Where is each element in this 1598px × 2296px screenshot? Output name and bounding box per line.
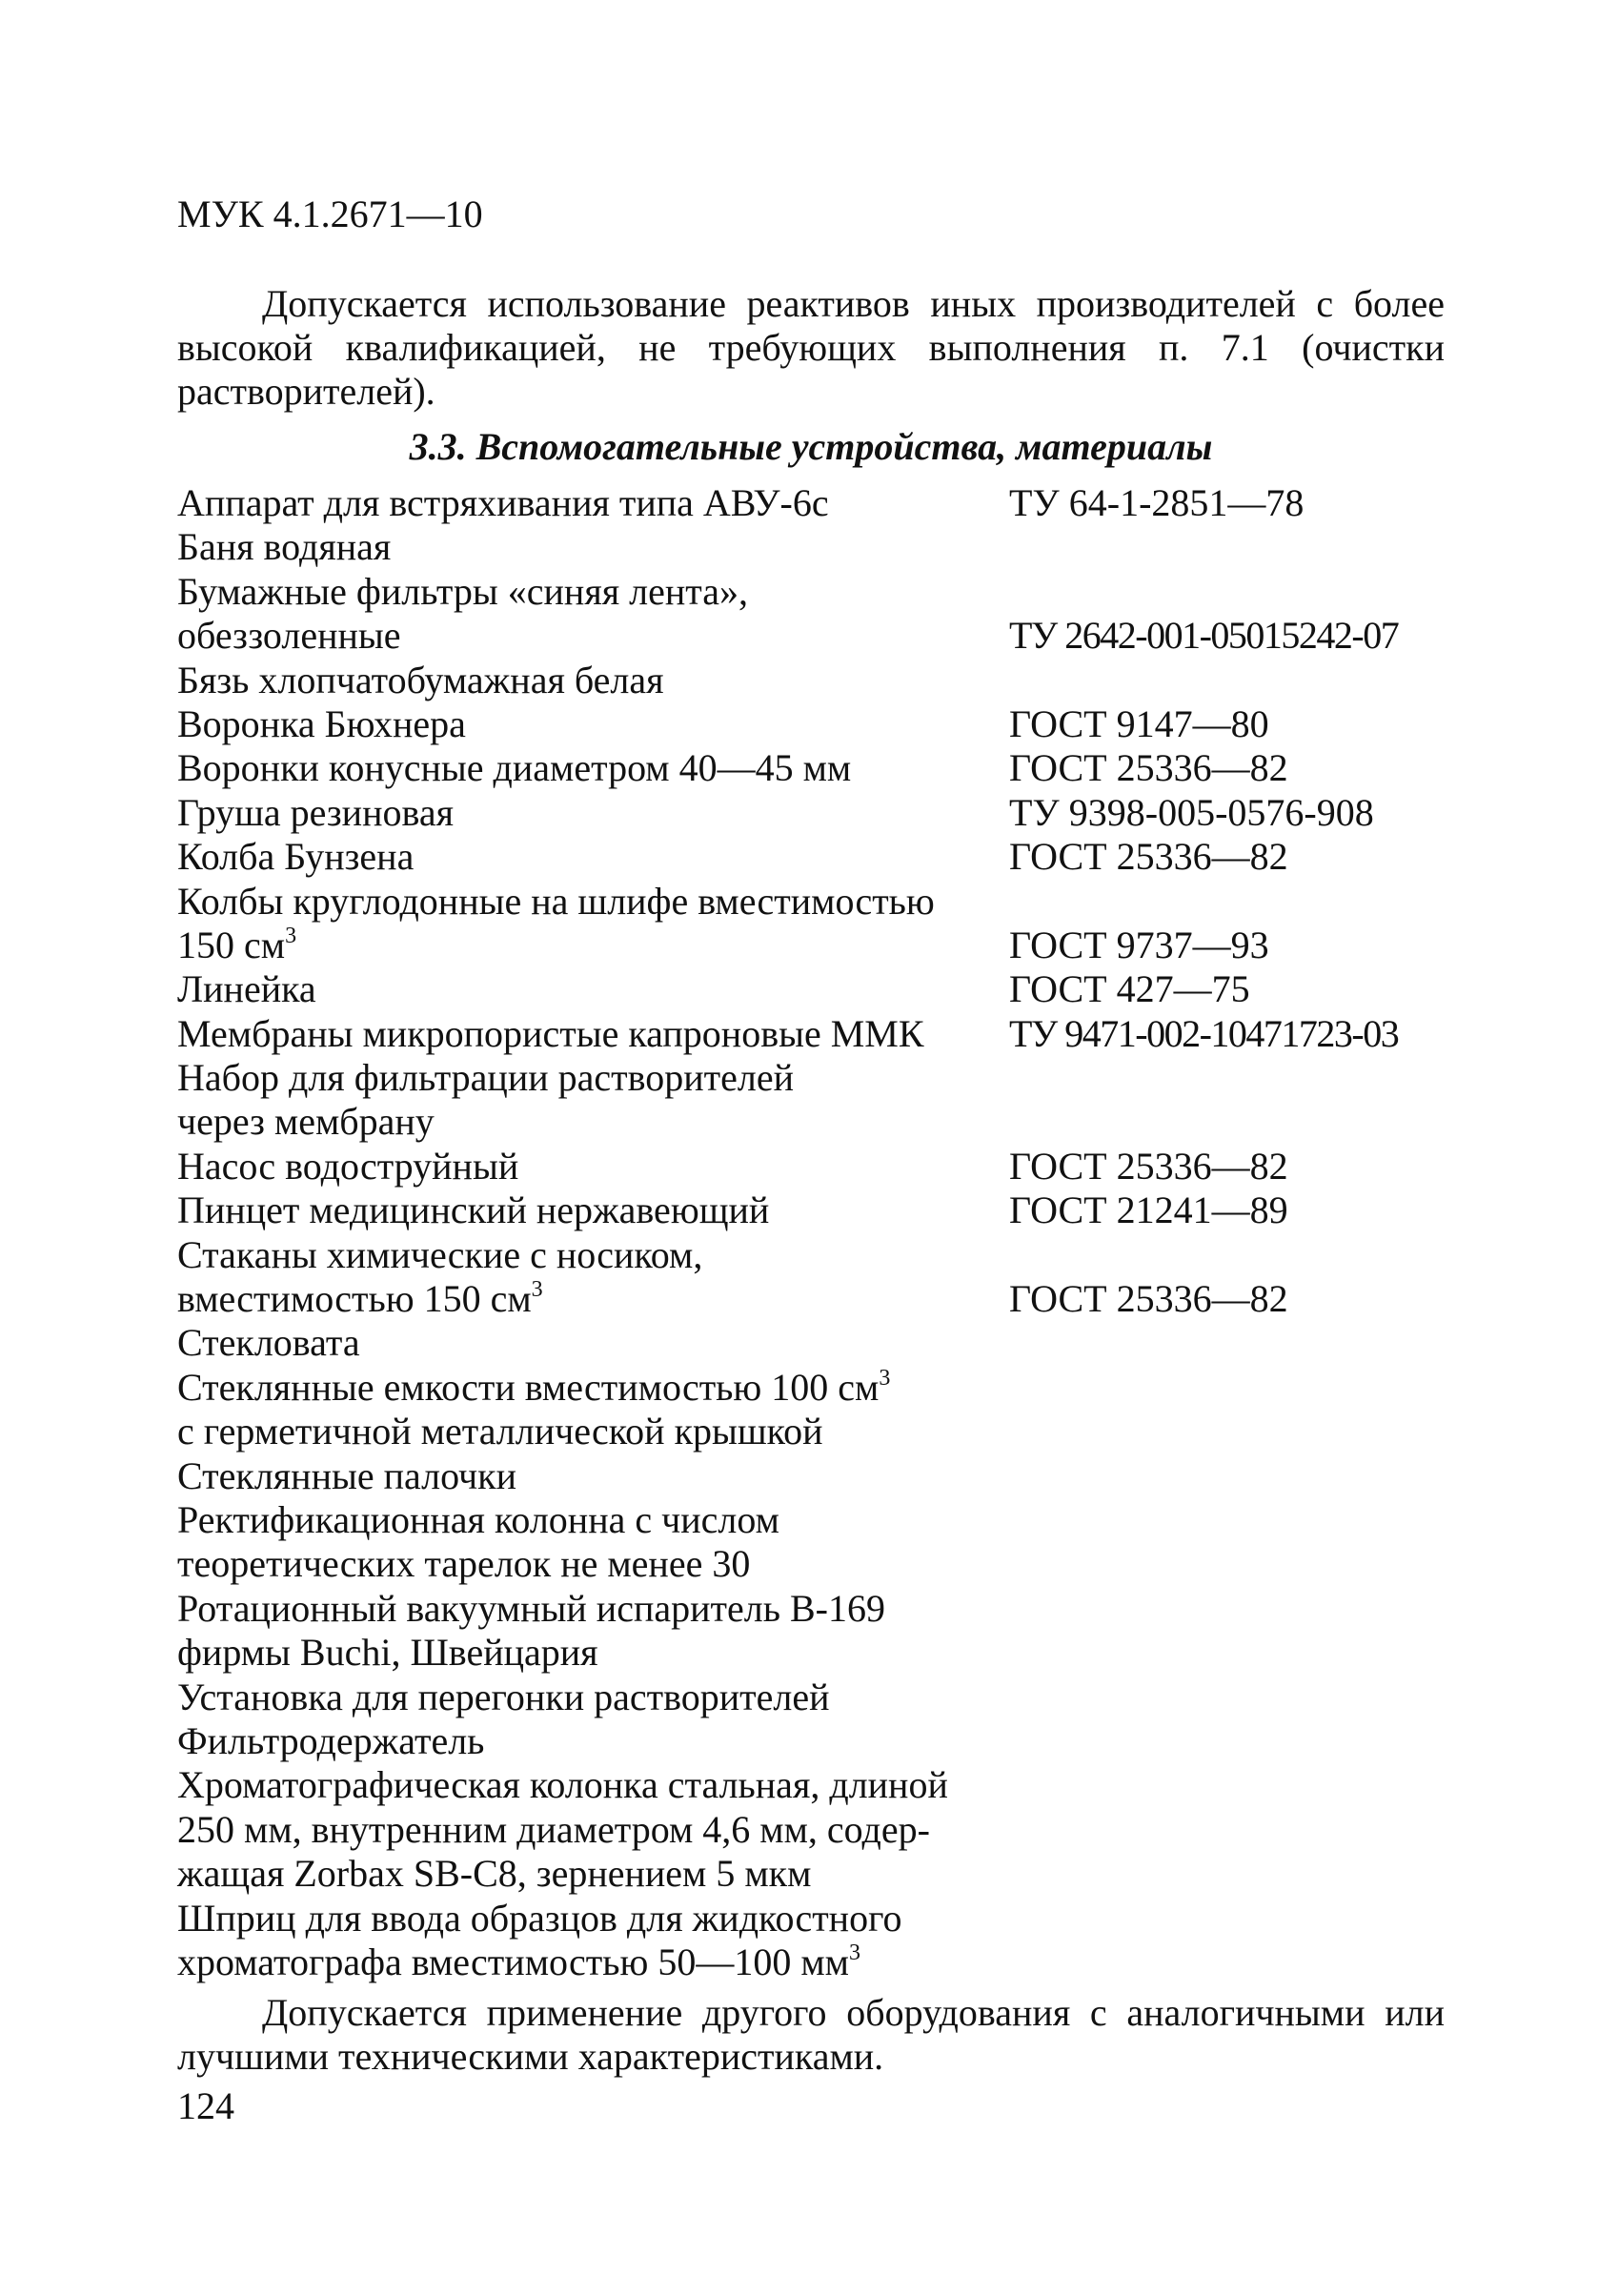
- equipment-line: [177, 1100, 1445, 1144]
- superscript: 3: [879, 1365, 891, 1391]
- equipment-item-label: Ректификационная колонна с числом: [177, 1497, 779, 1541]
- equipment-line: [177, 1454, 1445, 1498]
- standard-reference: ГОСТ 25336—82: [1009, 746, 1288, 790]
- equipment-item-label: через мембрану: [177, 1100, 435, 1144]
- equipment-item-text: [177, 1145, 518, 1189]
- equipment-item-text: [177, 1676, 830, 1719]
- equipment-line: [177, 967, 1445, 1011]
- equipment-item-text: [177, 1233, 702, 1277]
- equipment-item-label: Набор для фильтрации растворителей: [177, 1056, 795, 1100]
- equipment-item-label: Бязь хлопчатобумажная белая: [177, 658, 664, 701]
- equipment-line: [177, 659, 1445, 702]
- equipment-line: [177, 1587, 1445, 1631]
- equipment-item-label: Стекловата: [177, 1321, 360, 1365]
- equipment-item-text: [177, 1940, 860, 1984]
- standard-reference: ГОСТ 21241—89: [1009, 1189, 1288, 1232]
- equipment-item-text: [177, 1897, 902, 1940]
- equipment-item-text: [177, 835, 414, 879]
- equipment-item-text: [177, 880, 935, 924]
- superscript: 3: [531, 1277, 543, 1303]
- equipment-item-label: Насос водоструйный: [177, 1144, 519, 1188]
- intro-paragraph: Допускается использование реактивов иных производителей с более высокой квалификацией, не требующих выполнения п. 7.1 (очистки растворителей).: [177, 282, 1445, 413]
- equipment-item-label: Пинцет медицинский нержавеющий: [177, 1189, 770, 1232]
- equipment-line: [177, 1498, 1445, 1542]
- equipment-item-label: Баня водяная: [177, 525, 392, 569]
- equipment-line: [177, 1410, 1445, 1453]
- equipment-item-text: [177, 1366, 890, 1410]
- standard-reference: ТУ 9471-002-10471723-03: [1009, 1011, 1399, 1055]
- equipment-item-text: [177, 1277, 543, 1321]
- equipment-line: [177, 1852, 1445, 1896]
- equipment-item-label: Воронка Бюхнера: [177, 701, 466, 745]
- equipment-item-label: Линейка: [177, 967, 316, 1011]
- equipment-item-text: [177, 1056, 794, 1100]
- equipment-item-text: [177, 1100, 435, 1144]
- equipment-line: [177, 791, 1445, 835]
- equipment-item-text: [177, 1542, 750, 1586]
- equipment-list: [177, 481, 1445, 1984]
- equipment-line: [177, 1808, 1445, 1852]
- equipment-item-label: Стаканы химические с носиком,: [177, 1232, 703, 1276]
- equipment-item-label: 250 мм, внутренним диаметром 4,6 мм, содер-: [177, 1807, 930, 1851]
- equipment-item-label: Аппарат для встряхивания типа АВУ-6с: [177, 481, 829, 524]
- equipment-item-text: [177, 1763, 948, 1807]
- superscript: 3: [285, 923, 297, 948]
- equipment-item-text: [177, 1631, 598, 1675]
- equipment-line: [177, 570, 1445, 614]
- equipment-item-text: [177, 1808, 930, 1852]
- equipment-line: [177, 835, 1445, 879]
- equipment-item-label: Хроматографическая колонка стальная, длиной: [177, 1763, 948, 1807]
- equipment-line: [177, 1277, 1445, 1321]
- equipment-line: [177, 481, 1445, 525]
- standard-reference: ГОСТ 25336—82: [1009, 1144, 1288, 1188]
- equipment-line: [177, 702, 1445, 746]
- equipment-item-label: Колбы круглодонные на шлифе вместимостью: [177, 879, 935, 923]
- equipment-item-label: жащая Zorbax SB-C8, зернением 5 мкм: [177, 1852, 812, 1896]
- standard-reference: ГОСТ 25336—82: [1009, 835, 1288, 879]
- equipment-item-text: [177, 570, 748, 614]
- equipment-item-text: [177, 924, 296, 967]
- equipment-line: [177, 614, 1445, 658]
- equipment-item-text: [177, 614, 401, 658]
- equipment-item-label: обеззоленные: [177, 614, 401, 658]
- equipment-item-text: [177, 525, 391, 569]
- equipment-line: [177, 525, 1445, 569]
- equipment-line: [177, 880, 1445, 924]
- equipment-item-label: Колба Бунзена: [177, 835, 415, 879]
- equipment-item-text: [177, 1189, 769, 1232]
- equipment-item-text: [177, 1719, 484, 1763]
- equipment-line: [177, 1012, 1445, 1056]
- equipment-line: [177, 924, 1445, 967]
- equipment-item-text: [177, 967, 316, 1011]
- standard-reference: ТУ 64-1-2851—78: [1009, 481, 1305, 524]
- equipment-item-text: [177, 659, 664, 702]
- equipment-item-label: теоретических тарелок не менее 30: [177, 1542, 751, 1586]
- equipment-line: [177, 1897, 1445, 1940]
- standard-reference: ТУ 2642-001-05015242-07: [1009, 614, 1399, 658]
- equipment-item-text: [177, 791, 454, 835]
- equipment-line: [177, 1631, 1445, 1675]
- equipment-line: [177, 1940, 1445, 1984]
- standard-reference: ГОСТ 427—75: [1009, 967, 1250, 1011]
- equipment-item-text: [177, 746, 851, 790]
- equipment-item-label: с герметичной металлической крышкой: [177, 1410, 823, 1453]
- equipment-item-text: [177, 1852, 811, 1896]
- equipment-item-label: Стеклянные палочки: [177, 1453, 517, 1497]
- equipment-item-label: Груша резиновая: [177, 790, 454, 834]
- equipment-item-text: [177, 1321, 360, 1365]
- equipment-item-label: Стеклянные емкости вместимостью 100 см: [177, 1365, 880, 1409]
- standard-reference: ГОСТ 9737—93: [1009, 923, 1269, 966]
- equipment-item-label: Воронки конусные диаметром 40—45 мм: [177, 746, 852, 790]
- equipment-item-label: Бумажные фильтры «синяя лента»,: [177, 569, 748, 613]
- equipment-line: [177, 1321, 1445, 1365]
- equipment-line: [177, 1719, 1445, 1763]
- equipment-item-label: Ротационный вакуумный испаритель В-169: [177, 1586, 885, 1630]
- standard-reference: ГОСТ 25336—82: [1009, 1277, 1288, 1321]
- equipment-item-label: Установка для перегонки растворителей: [177, 1675, 830, 1718]
- section-title: 3.3. Вспомогательные устройства, материалы: [409, 425, 1213, 468]
- equipment-item-label: фирмы Buchi, Швейцария: [177, 1631, 598, 1675]
- equipment-item-text: [177, 1012, 924, 1056]
- equipment-line: [177, 1763, 1445, 1807]
- page-number: 124: [177, 2084, 234, 2127]
- equipment-item-text: [177, 1587, 885, 1631]
- equipment-line: [177, 1189, 1445, 1232]
- equipment-item-text: [177, 481, 829, 525]
- equipment-item-label: Фильтродержатель: [177, 1718, 485, 1762]
- equipment-item-label: хроматографа вместимостью 50—100 мм: [177, 1940, 849, 1983]
- equipment-line: [177, 1366, 1445, 1410]
- equipment-item-text: [177, 702, 466, 746]
- equipment-line: [177, 1056, 1445, 1100]
- equipment-line: [177, 1233, 1445, 1277]
- equipment-line: [177, 746, 1445, 790]
- equipment-item-label: Шприц для ввода образцов для жидкостного: [177, 1896, 902, 1940]
- equipment-line: [177, 1542, 1445, 1586]
- equipment-item-label: 150 см: [177, 923, 286, 966]
- equipment-line: [177, 1676, 1445, 1719]
- equipment-item-label: вместимостью 150 см: [177, 1277, 532, 1321]
- equipment-item-text: [177, 1498, 779, 1542]
- equipment-item-label: Мембраны микропористые капроновые ММК: [177, 1011, 924, 1055]
- equipment-line: [177, 1145, 1445, 1189]
- superscript: 3: [848, 1940, 860, 1965]
- equipment-item-text: [177, 1410, 822, 1453]
- equipment-item-text: [177, 1454, 516, 1498]
- document-code: МУК 4.1.2671—10: [177, 193, 483, 235]
- closing-paragraph: Допускается применение другого оборудования с аналогичными или лучшими техническими характеристиками.: [177, 1991, 1445, 2078]
- standard-reference: ТУ 9398-005-0576-908: [1009, 790, 1374, 834]
- standard-reference: ГОСТ 9147—80: [1009, 701, 1269, 745]
